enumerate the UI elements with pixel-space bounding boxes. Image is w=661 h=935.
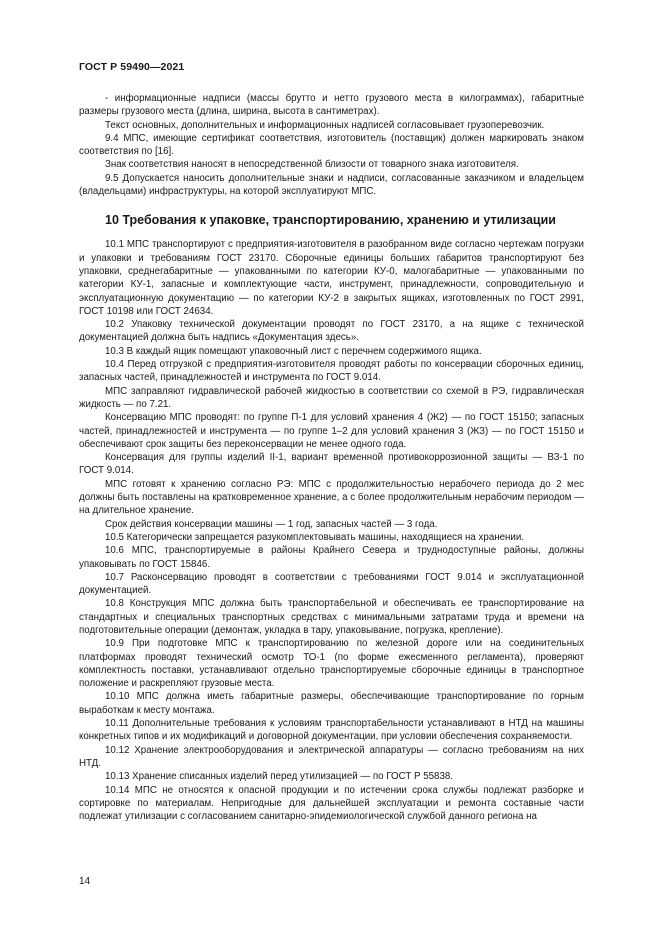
document-body bbox=[79, 92, 584, 823]
paragraph: 10.4 Перед отгрузкой с предприятия-изготовителя проводят работы по консервации сборочных единиц, запасных частей, принадлежностей и инструмента по ГОСТ 9.014. bbox=[79, 359, 584, 384]
paragraph: 10.2 Упаковку технической документации проводят по ГОСТ 23170, а на ящике с технической документацией должна быть надпись «Документация здесь». bbox=[79, 319, 584, 344]
paragraph: 10.3 В каждый ящик помещают упаковочный лист с перечнем содержимого ящика. bbox=[105, 345, 482, 357]
paragraph: 10.6 МПС, транспортируемые в районы Крайнего Севера и труднодоступные районы, должны упаковывать по ГОСТ 15846. bbox=[79, 545, 584, 570]
paragraph: Знак соответствия наносят в непосредственной близости от товарного знака изготовителя. bbox=[105, 159, 519, 171]
paragraph: 10.10 МПС должна иметь габаритные размеры, обеспечивающие транспортирование по горным выработкам к месту монтажа. bbox=[79, 691, 584, 716]
paragraph: МПС готовят к хранению согласно РЭ: МПС с продолжительностью нерабочего периода до 2 мес должны быть поставлены на кратковременное хранение, а с более продолжительным нерабочим периодом — на длительное хранение. bbox=[79, 478, 584, 517]
paragraph: Текст основных, дополнительных и информационных надписей согласовывает грузоперевозчик. bbox=[105, 119, 545, 131]
paragraph: 10.5 Категорически запрещается разукомплектовывать машины, находящиеся на хранении. bbox=[105, 531, 525, 543]
paragraph: МПС заправляют гидравлической рабочей жидкостью в соответствии со схемой в РЭ, гидравлическая жидкость — по 7.21. bbox=[79, 385, 584, 410]
page-number: 14 bbox=[79, 876, 91, 887]
section-heading: 10 Требования к упаковке, транспортированию, хранению и утилизации bbox=[105, 213, 556, 228]
paragraph: - информационные надписи (массы брутто и нетто грузового места в килограммах), габаритные размеры грузового места (длина, ширина, высота в сантиметрах). bbox=[79, 93, 584, 118]
paragraph: 10.13 Хранение списанных изделий перед утилизацией — по ГОСТ Р 55838. bbox=[105, 771, 454, 783]
paragraph: 10.9 При подготовке МПС к транспортированию по железной дороге или на соединительных платформах проводят технический осмотр ТО-1 (по форме ежесменного регламента), проверяют комплектность поставки, устанавливают отдельно транспортируемые сборочные единицы в транспортное положение и раскрепляют грузовые места. bbox=[79, 638, 584, 690]
paragraph: 10.14 МПС не относятся к опасной продукции и по истечении срока службы подлежат разборке и сортировке по материалам. Непригодные для дальнейшей эксплуатации и ремонта составные части подлежат утилизации с согласованием санитарно-эпидемиологической службой данного региона на bbox=[79, 784, 584, 823]
paragraph: 10.12 Хранение электрооборудования и электрической аппаратуры — согласно требованиям на них НТД. bbox=[79, 744, 584, 769]
paragraph: 9.4 МПС, имеющие сертификат соответствия, изготовитель (поставщик) должен маркировать знаком соответствия по [16]. bbox=[79, 132, 584, 158]
paragraph: 10.8 Конструкция МПС должна быть транспортабельной и обеспечивать ее транспортирование на стандартных и специальных транспортных средствах с минимальными затратами труда и времени на подготовительные операции (демонтаж, укладка в тару, упаковывание, погрузка, крепление). bbox=[79, 598, 584, 636]
paragraph: 10.7 Расконсервацию проводят в соответствии с требованиями ГОСТ 9.014 и эксплуатационной документацией. bbox=[79, 571, 584, 597]
paragraph: 10.1 МПС транспортируют с предприятия-изготовителя в разобранном виде согласно чертежам погрузки и упаковки и требованиям ГОСТ 23170. Сборочные единицы больших габаритов транспортируют без упаковки, среднегабаритные — упакованными по категории КУ-0, малогабаритные — упакованными по категории КУ-1, запасные и комплектующие части, инструмент, принадлежности, сопроводительную и эксплуатационную документацию — по категории КУ-2 в закрытых ящиках, изготовленных по ГОСТ 2991, ГОСТ 10198 или ГОСТ 24634. bbox=[79, 239, 584, 317]
paragraph: 10.11 Дополнительные требования к условиям транспортабельности устанавливают в НТД на машины конкретных типов и их модификаций и договорной документации, при условии обеспечения сохраняемости. bbox=[79, 718, 584, 743]
paragraph: Консервацию МПС проводят: по группе П-1 для условий хранения 4 (Ж2) — по ГОСТ 15150; запасных частей, принадлежностей и инструмента — по группе 1–2 для условий хранения 3 (ЖЗ) — по ГОСТ 15150 и обеспечивают срок защиты без переконсервации не менее одного года. bbox=[79, 412, 584, 450]
paragraph: 9.5 Допускается наносить дополнительные знаки и надписи, согласованные заказчиком и владельцем (владельцами) инфраструктуры, на которой эксплуатируют МПС. bbox=[79, 172, 584, 198]
paragraph: Срок действия консервации машины — 1 год, запасных частей — 3 года. bbox=[105, 518, 438, 530]
paragraph: Консервация для группы изделий II-1, вариант временной противокоррозионной защиты — ВЗ-1 по ГОСТ 9.014. bbox=[79, 452, 584, 477]
document-header: ГОСТ Р 59490—2021 bbox=[79, 61, 185, 73]
